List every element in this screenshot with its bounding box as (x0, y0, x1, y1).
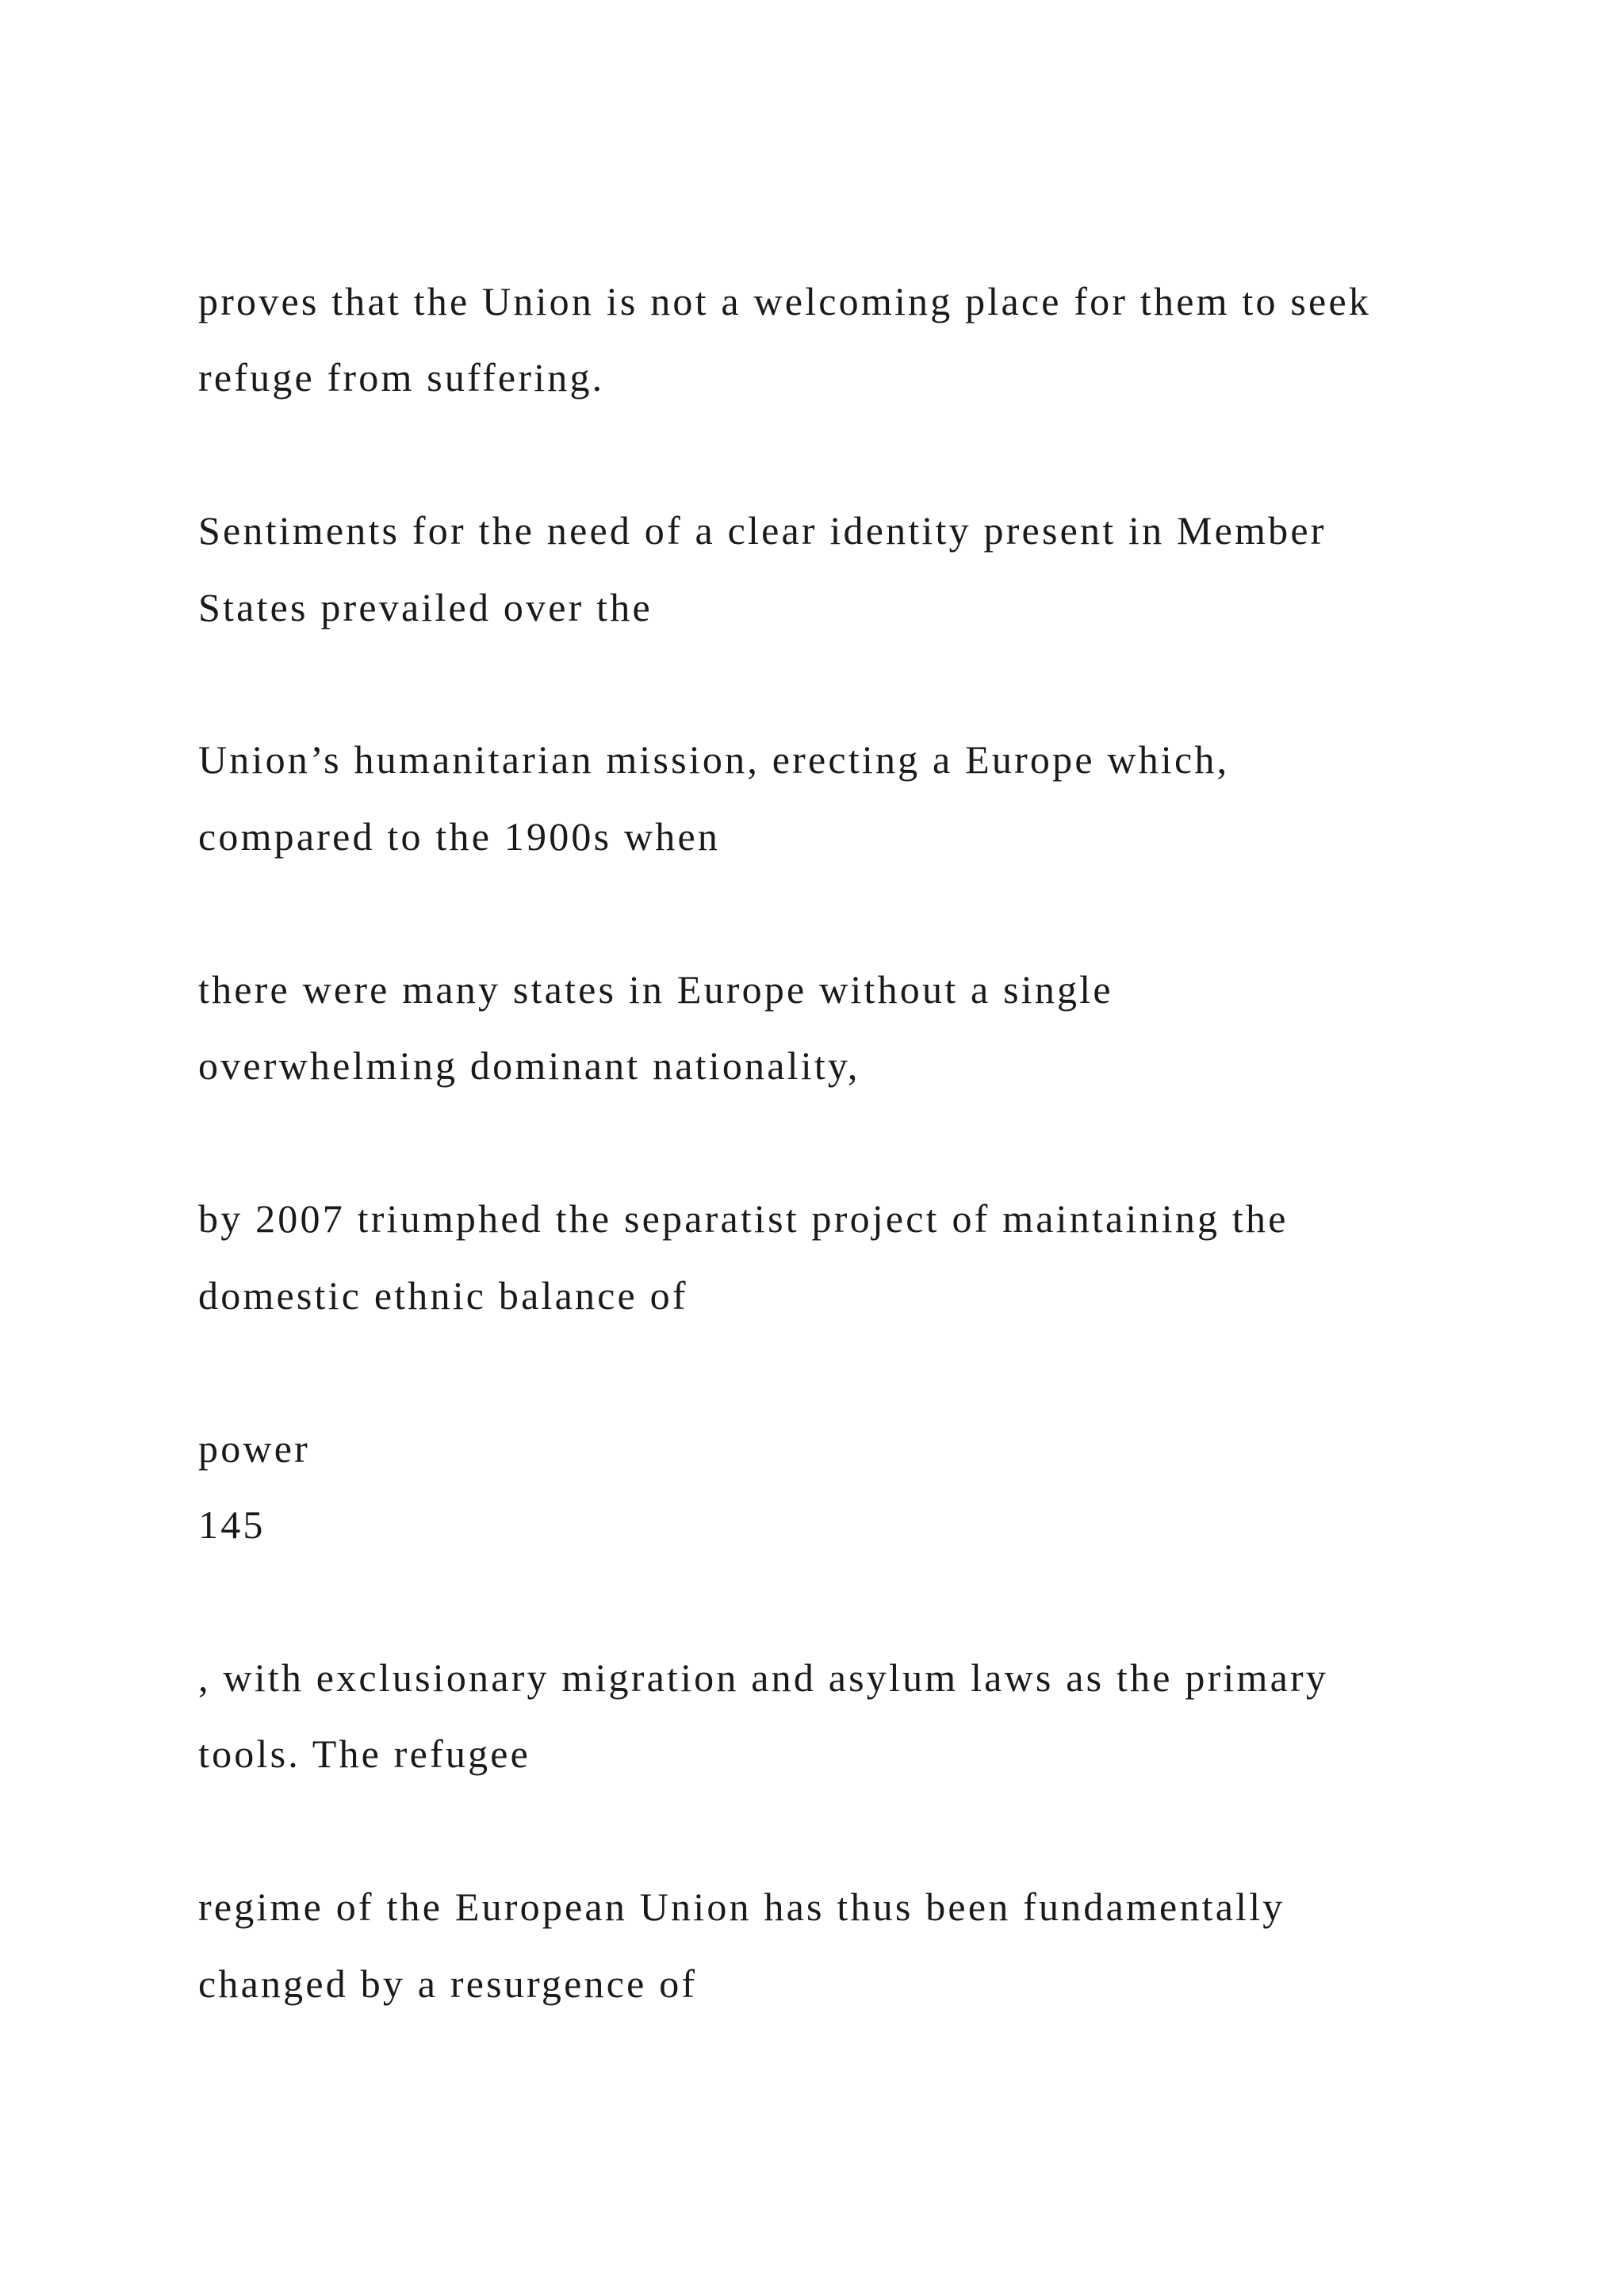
paragraph-3-line-2: compared to the 1900s when (198, 814, 721, 859)
paragraph-1-line-2: refuge from suffering. (198, 355, 605, 400)
paragraph-4-line-1: there were many states in Europe without a single (198, 967, 1113, 1012)
paragraph-4-line-2: overwhelming dominant nationality, (198, 1043, 860, 1088)
paragraph-7-line-2: tools. The refugee (198, 1732, 531, 1776)
paragraph-8-line-2: changed by a resurgence of (198, 1961, 698, 2006)
paragraph-2-line-2: States prevailed over the (198, 585, 653, 629)
paragraph-5-line-1: by 2007 triumphed the separatist project of maintaining the (198, 1196, 1289, 1241)
paragraph-7-line-1: , with exclusionary migration and asylum laws as the primary (198, 1655, 1329, 1700)
paragraph-2-line-1: Sentiments for the need of a clear identity present in Member (198, 508, 1327, 553)
paragraph-6-line-1: power (198, 1426, 310, 1471)
footnote-number: 145 (198, 1502, 266, 1547)
paragraph-1-line-1: proves that the Union is not a welcoming place for them to seek (198, 279, 1372, 323)
paragraph-5-line-2: domestic ethnic balance of (198, 1273, 688, 1318)
paragraph-3-line-1: Union’s humanitarian mission, erecting a Europe which, (198, 737, 1230, 782)
paragraph-8-line-1: regime of the European Union has thus been fundamentally (198, 1885, 1285, 1929)
